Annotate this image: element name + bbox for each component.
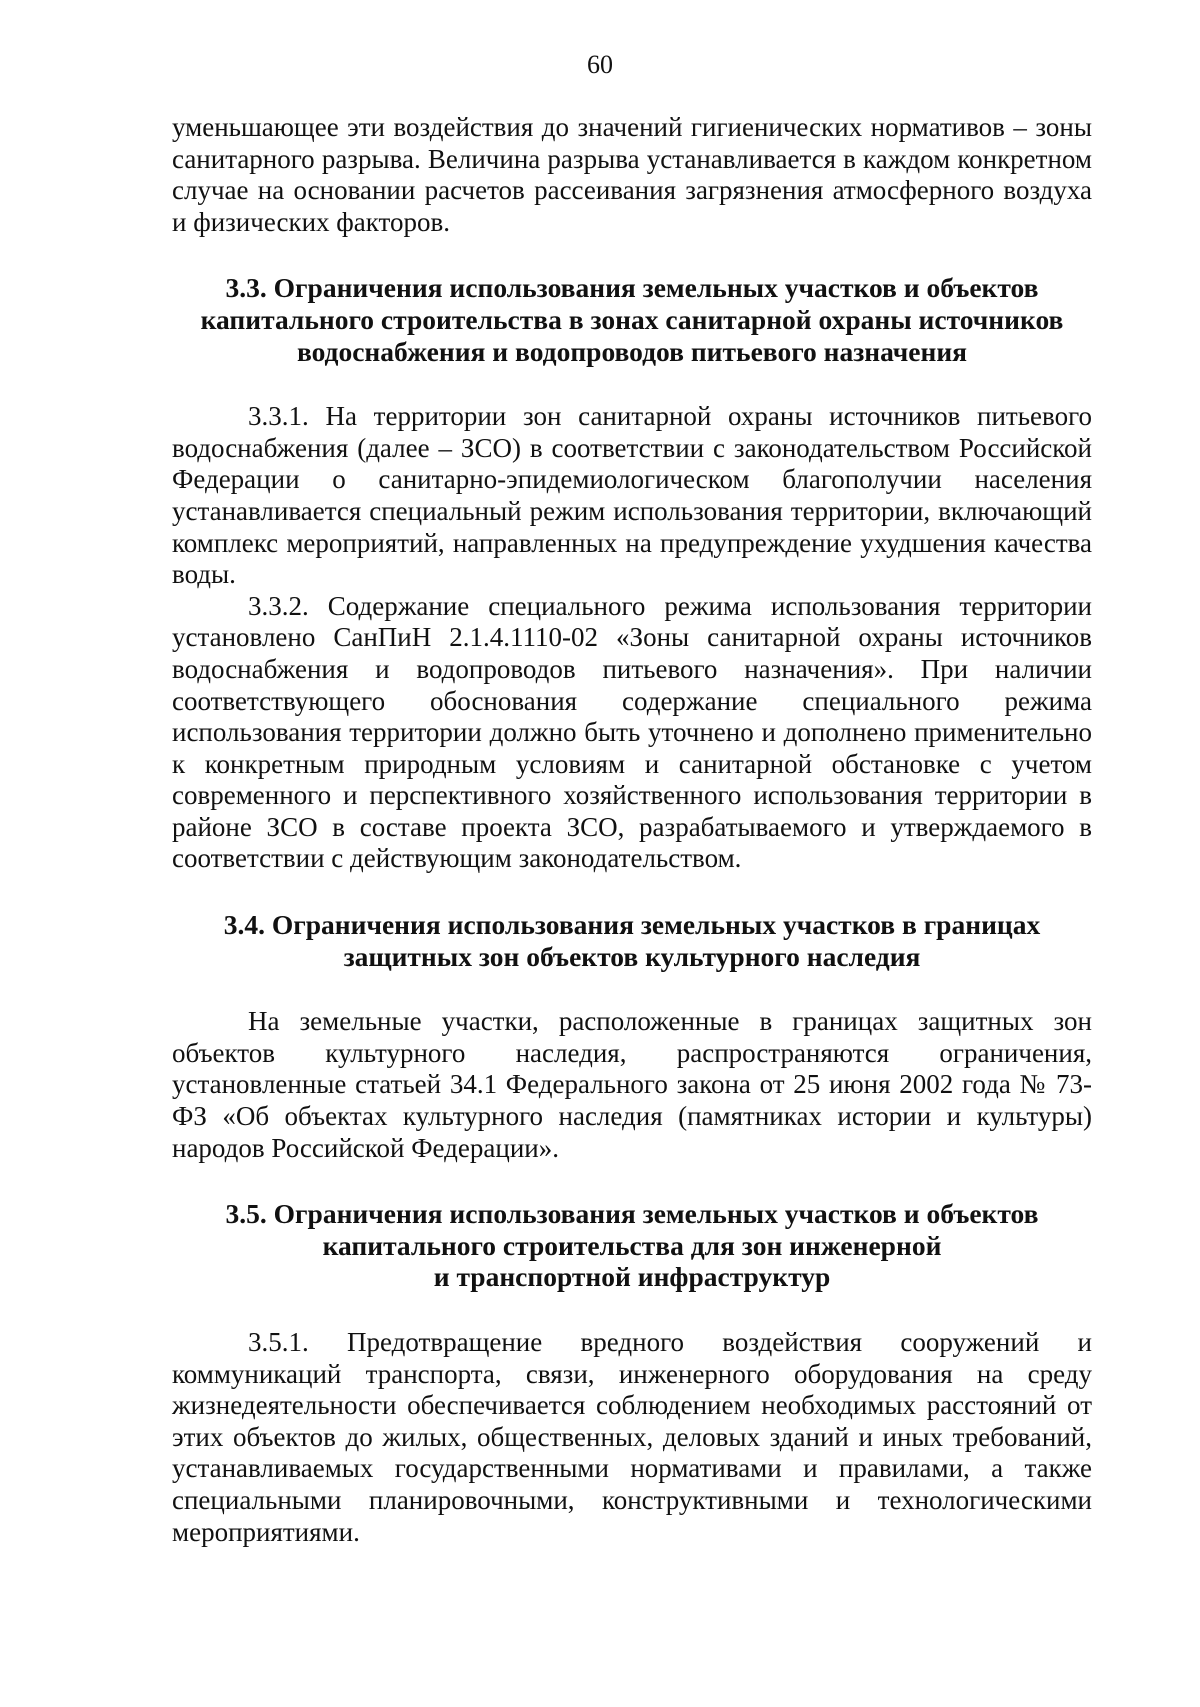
- intro-paragraph: уменьшающее эти воздействия до значений гигиенических нормативов – зоны санитарного разрыва. Величина разрыва устанавливается в каждом конкретном случае на основании расчетов рассеивания загрязнения атмосферного воздуха и физических факторов.: [172, 112, 1092, 237]
- section-3-3-heading: [172, 272, 1092, 367]
- section-3-5-1-paragraph: 3.5.1. Предотвращение вредного воздействия сооружений и коммуникаций транспорта, связи, инженерного оборудования на среду жизнедеятельности обеспечивается соблюдением необходимых расстояний от этих объектов до жилых, общественных, деловых зданий и иных требований, устанавливаемых государственными нормативами и правилами, а также специальными планировочными, конструктивными и технологическими мероприятиями.: [172, 1327, 1092, 1547]
- section-3-5-heading: [172, 1198, 1092, 1293]
- section-3-3-1-paragraph: 3.3.1. На территории зон санитарной охраны источников питьевого водоснабжения (далее – ЗСО) в соответствии с законодательством Российской Федерации о санитарно-эпидемиологическом благополучии населения устанавливается специальный режим использования территории, включающий комплекс мероприятий, направленных на предупреждение ухудшения качества воды.: [172, 401, 1092, 590]
- heading-line: защитных зон объектов культурного наследия: [343, 940, 921, 972]
- heading-line: 3.3. Ограничения использования земельных участков и объектов: [225, 272, 1039, 304]
- page-number: 60: [587, 50, 613, 79]
- heading-line: водоснабжения и водопроводов питьевого назначения: [296, 335, 968, 367]
- heading-line: и транспортной инфраструктур: [433, 1261, 831, 1293]
- section-3-4-paragraph: На земельные участки, расположенные в границах защитных зон объектов культурного наследия, распространяются ограничения, установленные статьей 34.1 Федерального закона от 25 июня 2002 года № 73-ФЗ «Об объектах культурного наследия (памятниках истории и культуры) народов Российской Федерации».: [172, 1006, 1092, 1163]
- document-body: [172, 112, 1092, 1548]
- section-3-4-heading: [172, 909, 1092, 972]
- heading-line: капитального строительства для зон инженерной: [322, 1229, 942, 1261]
- heading-line: 3.5. Ограничения использования земельных участков и объектов: [225, 1198, 1039, 1230]
- heading-line: капитального строительства в зонах санитарной охраны источников: [200, 303, 1064, 335]
- section-3-3-2-paragraph: 3.3.2. Содержание специального режима использования территории установлено СанПиН 2.1.4.1110-02 «Зоны санитарной охраны источников водоснабжения и водопроводов питьевого назначения». При наличии соответствующего обоснования содержание специального режима использования территории должно быть уточнено и дополнено применительно к конкретным природным условиям и санитарной обстановке с учетом современного и перспективного хозяйственного использования территории в районе ЗСО в составе проекта ЗСО, разрабатываемого и утверждаемого в соответствии с действующим законодательством.: [172, 590, 1092, 874]
- heading-line: 3.4. Ограничения использования земельных участков в границах: [223, 909, 1041, 941]
